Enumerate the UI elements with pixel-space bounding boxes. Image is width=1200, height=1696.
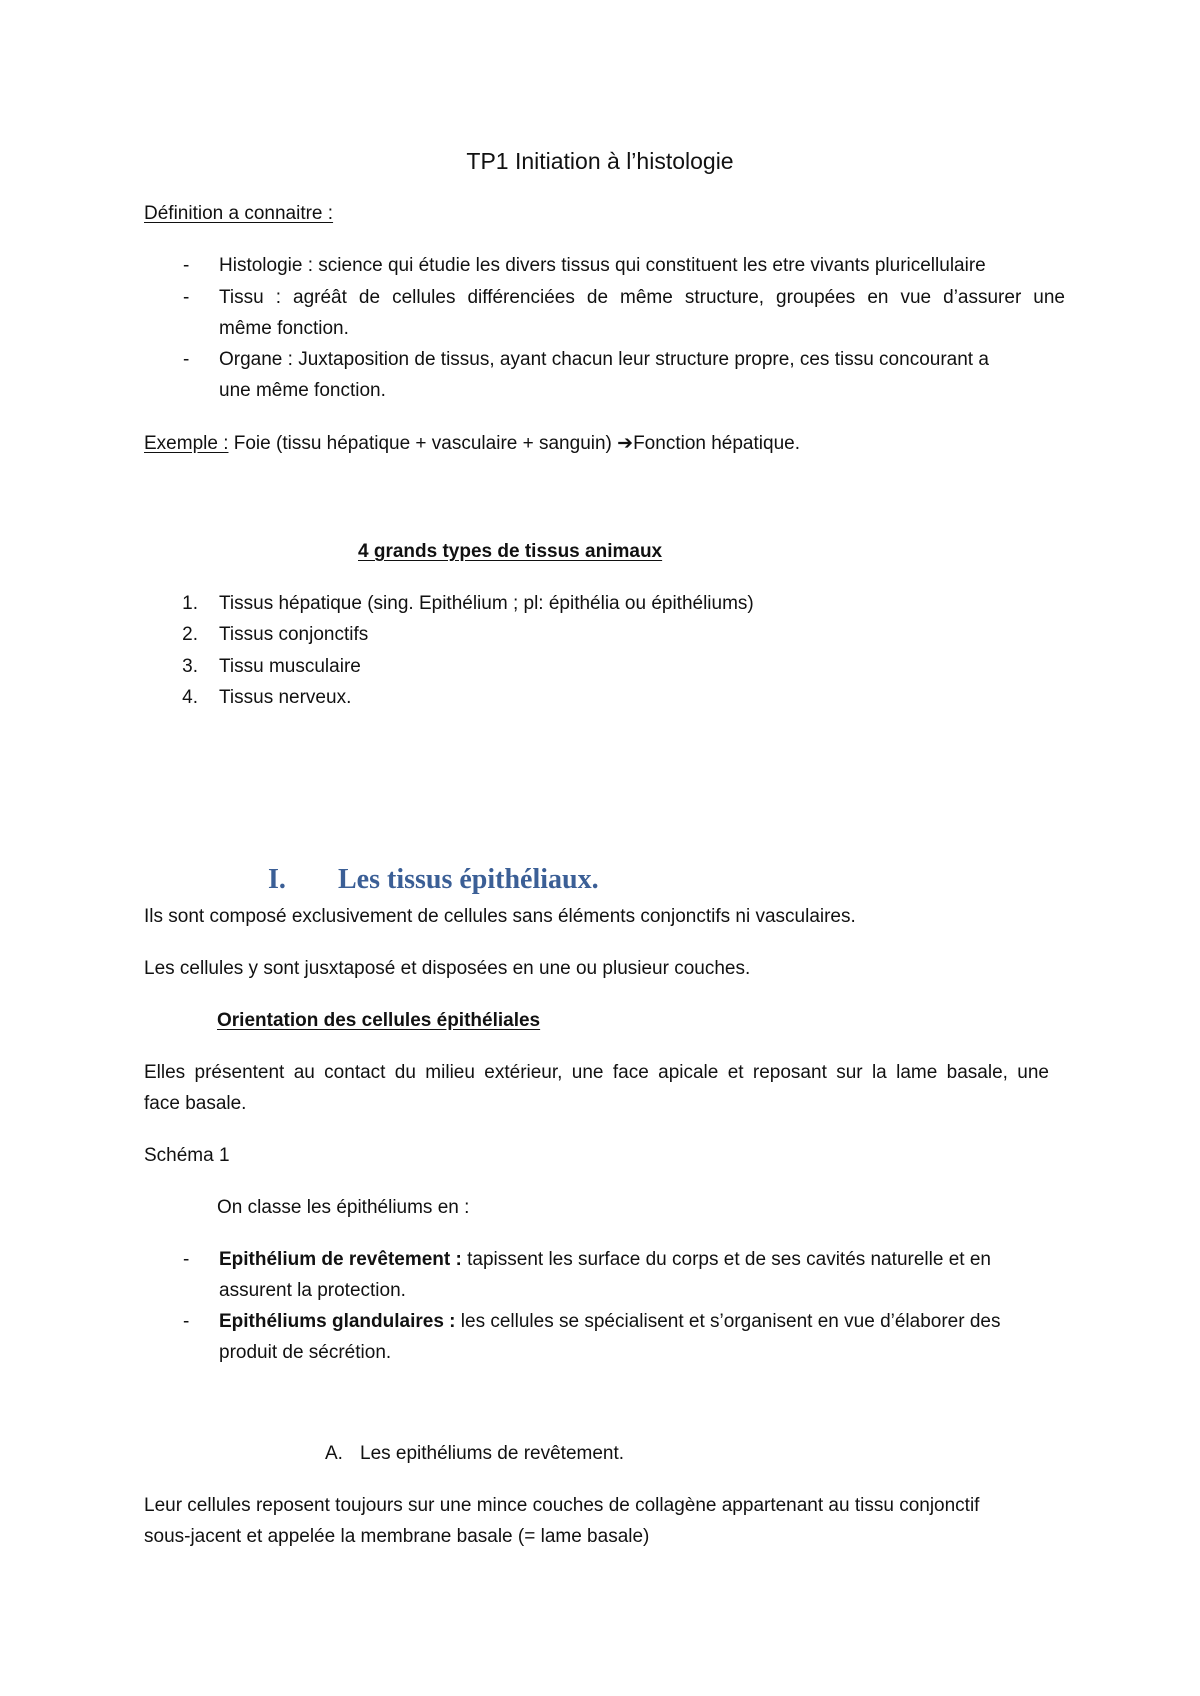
definition-tissu [219, 283, 1065, 313]
class-revetement [219, 1245, 991, 1275]
example-text: Foie (tissu hépatique + vasculaire + sanguin) [228, 433, 618, 454]
class-text: les cellules se spécialisent et s’organisent en vue d’élaborer des [455, 1311, 1001, 1332]
class-term: Epithélium de revêtement : [219, 1249, 462, 1270]
paragraph: Elles présentent au contact du milieu extérieur, une face apicale et reposant sur la lame basale, une [144, 1062, 1049, 1083]
bullet-dash: - [183, 287, 190, 308]
definition-text: science qui étudie les divers tissus qui constituent les etre vivants pluricellulaire [313, 255, 986, 276]
list-number: 4. [182, 687, 198, 708]
list-item: Tissus conjonctifs [219, 624, 369, 645]
section-numeral: I. [268, 864, 286, 895]
list-item: Tissus hépatique (sing. Epithélium ; pl: épithélia ou épithéliums) [219, 593, 754, 614]
list-number: 1. [182, 593, 198, 614]
document-title: TP1 Initiation à l’histologie [466, 148, 734, 174]
definition-term: Tissu : [219, 287, 281, 308]
bullet-dash: - [183, 1249, 190, 1270]
list-number: 3. [182, 656, 198, 677]
definition-organe [219, 345, 989, 375]
list-number: 2. [182, 624, 198, 645]
paragraph-continued: sous-jacent et appelée la membrane basale (= lame basale) [144, 1526, 650, 1547]
bullet-dash: - [183, 349, 190, 370]
bullet-dash: - [183, 1311, 190, 1332]
types-heading: 4 grands types de tissus animaux [358, 541, 663, 562]
orientation-heading: Orientation des cellules épithéliales [217, 1010, 541, 1031]
list-item: Tissu musculaire [219, 656, 361, 677]
list-item: Tissus nerveux. [219, 687, 352, 708]
paragraph: Leur cellules reposent toujours sur une mince couches de collagène appartenant au tissu conjonctif [144, 1495, 980, 1516]
definition-term: Histologie : [219, 255, 313, 276]
definition-text: Juxtaposition de tissus, ayant chacun leur structure propre, ces tissu concourant a [292, 349, 989, 370]
schema-label: Schéma 1 [144, 1145, 230, 1166]
arrow-right-icon: ➔ [617, 433, 634, 454]
example-line [144, 429, 800, 459]
section-title: Les tissus épithéliaux. [338, 864, 599, 895]
paragraph: Ils sont composé exclusivement de cellules sans éléments conjonctifs ni vasculaires. [144, 906, 856, 927]
definition-tissu-continued: même fonction. [219, 318, 349, 339]
definition-organe-continued: une même fonction. [219, 380, 386, 401]
definitions-heading: Définition a connaitre : [144, 203, 334, 224]
subsection-letter: A. [325, 1443, 343, 1464]
subsection-title: Les epithéliums de revêtement. [360, 1443, 625, 1464]
definition-text: agréât de cellules différenciées de même structure, groupées en vue d’assurer une [281, 287, 1065, 308]
paragraph: Les cellules y sont jusxtaposé et disposées en une ou plusieur couches. [144, 958, 751, 979]
class-glandulaires-continued: produit de sécrétion. [219, 1342, 392, 1363]
example-result: Fonction hépatique. [633, 433, 800, 454]
class-revetement-continued: assurent la protection. [219, 1280, 406, 1301]
class-glandulaires [219, 1307, 1000, 1337]
paragraph-continued: face basale. [144, 1093, 247, 1114]
bullet-dash: - [183, 255, 190, 276]
class-term: Epithéliums glandulaires : [219, 1311, 456, 1332]
example-label: Exemple : [144, 433, 229, 454]
class-text: tapissent les surface du corps et de ses cavités naturelle et en [461, 1249, 991, 1270]
classify-intro: On classe les épithéliums en : [217, 1197, 470, 1218]
definition-histologie [219, 251, 986, 281]
definition-term: Organe : [219, 349, 293, 370]
